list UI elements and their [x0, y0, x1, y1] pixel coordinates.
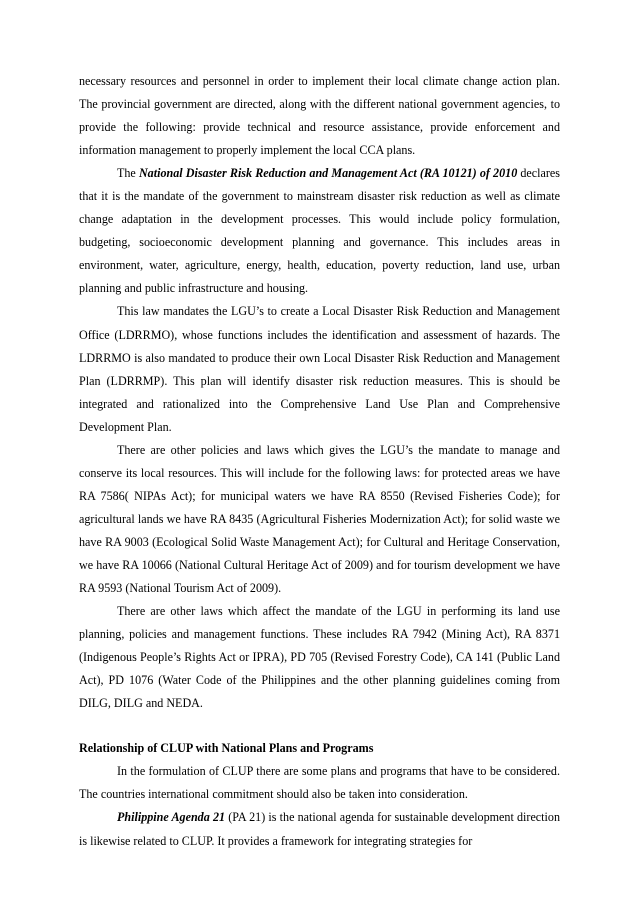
agenda-emphasis: Philippine Agenda 21 [117, 810, 226, 825]
paragraph-clup-formulation: In the formulation of CLUP there are some plans and programs that have to be considered. The countries international commitment should also be taken into consideration. [79, 764, 560, 802]
document-page [79, 70, 560, 853]
paragraph-body: (PA 21) is the national agenda for sustainable development direction is likewise related to CLUP. It provides a framework for integrating strategies for [79, 810, 560, 848]
paragraph-ldrrmo: This law mandates the LGU’s to create a Local Disaster Risk Reduction and Management Office (LDRRMO), whose functions includes the identification and assessment of hazards. The LDRRMO is also mandated to produce their own Local Disaster Risk Reduction and Management Plan (LDRRMP). This plan will identify disaster risk reduction measures. This is should be integrated and rationalized into the Comprehensive Land Use Plan and Comprehensive Development Plan. [79, 304, 560, 434]
paragraph-body: declares that it is the mandate of the government to mainstream disaster risk reduction as well as climate change adaptation in the development processes. This would include policy formulation, budgeting, socioeconomic development planning and governance. This includes areas in environment, water, agriculture, energy, health, education, poverty reduction, land use, urban planning and public infrastructure and housing. [79, 166, 560, 296]
paragraph-lead: The [117, 166, 139, 181]
section-heading: Relationship of CLUP with National Plans and Programs [79, 741, 374, 756]
paragraph-land-use-laws: There are other laws which affect the mandate of the LGU in performing its land use planning, policies and management functions. These includes RA 7942 (Mining Act), RA 8371 (Indigenous People’s Rights Act or IPRA), PD 705 (Revised Forestry Code), CA 141 (Public Land Act), PD 1076 (Water Code of the Philippines and the other planning guidelines coming from DILG, DILG and NEDA. [79, 604, 560, 711]
paragraph-climate-action-plan: necessary resources and personnel in order to implement their local climate change action plan. The provincial government are directed, along with the different national government agencies, to provide the following: provide technical and resource assistance, provide enforcement and information management to properly implement the local CCA plans. [79, 74, 560, 158]
paragraph-ndrrm-act [79, 162, 560, 300]
act-title-emphasis: National Disaster Risk Reduction and Management Act (RA 10121) of 2010 [138, 166, 518, 181]
paragraph-resource-laws: There are other policies and laws which gives the LGU’s the mandate to manage and conserve its local resources. This will include for the following laws: for protected areas we have RA 7586( NIPAs Act); for municipal waters we have RA 8550 (Revised Fisheries Code); for agricultural lands we have RA 8435 (Agricultural Fisheries Modernization Act); for solid waste we have RA 9003 (Ecological Solid Waste Management Act); for Cultural and Heritage Conservation, we have RA 10066 (National Cultural Heritage Act of 2009) and for tourism development we have RA 9593 (National Tourism Act of 2009). [79, 442, 560, 596]
paragraph-agenda-21 [79, 806, 560, 852]
